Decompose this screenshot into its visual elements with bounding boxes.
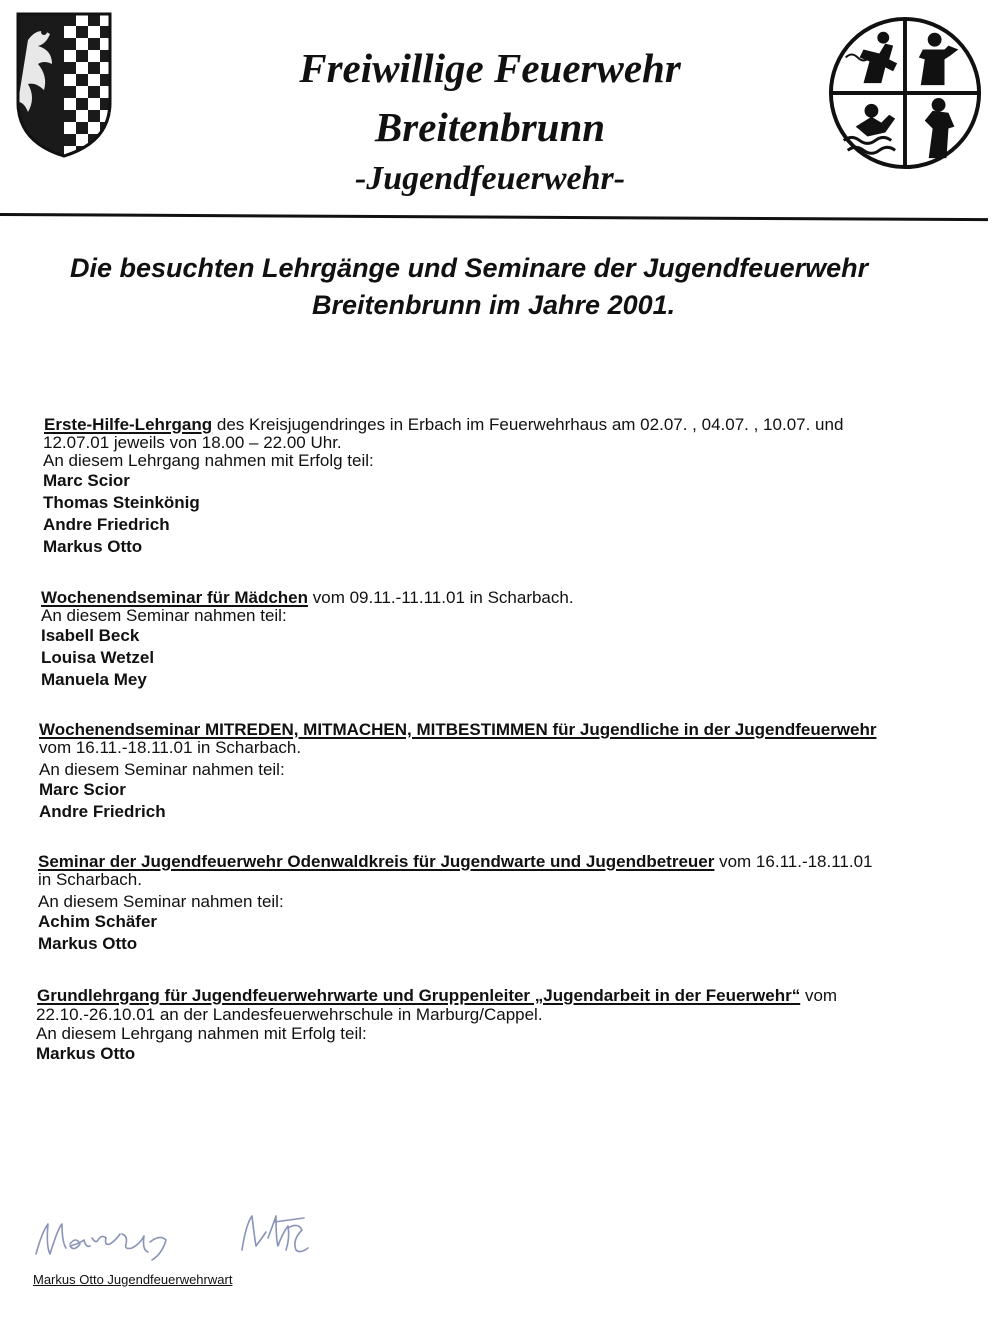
participant-name: Manuela Mey — [41, 670, 147, 689]
section-4-intro: An diesem Seminar nahmen teil: — [38, 892, 284, 911]
section-heading: Wochenendseminar für Mädchen — [41, 588, 309, 607]
section-4-line1 — [38, 852, 873, 872]
section-heading: Wochenendseminar MITREDEN, MITMACHEN, MITBESTIMMEN für Jugendliche in der Jugendfeuerwehr — [39, 720, 877, 739]
participant-name: Thomas Steinkönig — [43, 493, 200, 512]
org-name-line2: Breitenbrunn — [374, 104, 606, 150]
section-3-line2: vom 16.11.-18.11.01 in Scharbach. — [39, 738, 302, 757]
org-name-line1: Freiwillige Feuerwehr — [299, 45, 681, 91]
participant-name: Louisa Wetzel — [41, 648, 155, 667]
firefighter-emblem-icon — [826, 14, 984, 172]
coat-of-arms-icon — [14, 10, 114, 160]
section-5-line2: 22.10.-26.10.01 an der Landesfeuerwehrschule in Marburg/Cappel. — [36, 1005, 543, 1024]
signer-caption: Markus Otto Jugendfeuerwehrwart — [33, 1272, 233, 1287]
section-2-intro: An diesem Seminar nahmen teil: — [41, 606, 287, 625]
section-heading: Erste-Hilfe-Lehrgang — [44, 415, 213, 434]
section-text: vom 16.11.-18.11.01 — [714, 852, 873, 871]
section-5-line1 — [37, 986, 837, 1006]
section-heading: Seminar der Jugendfeuerwehr Odenwaldkreis für Jugendwarte und Jugendbetreuer — [38, 852, 715, 871]
section-3-line1 — [39, 720, 876, 740]
section-5-intro: An diesem Lehrgang nahmen mit Erfolg teil: — [36, 1024, 367, 1043]
org-subtitle: -Jugendfeuerwehr- — [354, 160, 626, 197]
participant-name: Andre Friedrich — [39, 802, 166, 821]
participant-name: Markus Otto — [38, 934, 138, 953]
participant-name: Achim Schäfer — [38, 912, 158, 931]
section-text: des Kreisjugendringes in Erbach im Feuerwehrhaus am 02.07. , 04.07. , 10.07. und — [212, 415, 844, 434]
section-4-line2: in Scharbach. — [38, 870, 142, 889]
header-divider — [0, 213, 988, 221]
section-text: vom 09.11.-11.11.01 in Scharbach. — [308, 588, 574, 607]
participant-name: Andre Friedrich — [43, 515, 170, 534]
participant-name: Markus Otto — [43, 537, 143, 556]
section-1-intro: An diesem Lehrgang nahmen mit Erfolg teil: — [43, 451, 374, 470]
section-text: vom — [800, 986, 838, 1005]
section-1-line1 — [44, 415, 843, 435]
participant-name: Isabell Beck — [41, 626, 140, 645]
participant-name: Marc Scior — [39, 780, 126, 799]
section-heading: Grundlehrgang für Jugendfeuerwehrwarte und Gruppenleiter „Jugendarbeit in der Feuerwehr“ — [37, 986, 801, 1005]
handwritten-signature — [30, 1208, 350, 1270]
participant-name: Marc Scior — [43, 471, 130, 490]
document-title-line1: Die besuchten Lehrgänge und Seminare der Jugendfeuerwehr — [70, 253, 869, 283]
participant-name: Markus Otto — [36, 1044, 136, 1063]
document-title-line2: Breitenbrunn im Jahre 2001. — [312, 290, 676, 320]
section-3-intro: An diesem Seminar nahmen teil: — [39, 760, 285, 779]
section-1-line2: 12.07.01 jeweils von 18.00 – 22.00 Uhr. — [43, 433, 342, 452]
section-2-line1 — [41, 588, 574, 608]
